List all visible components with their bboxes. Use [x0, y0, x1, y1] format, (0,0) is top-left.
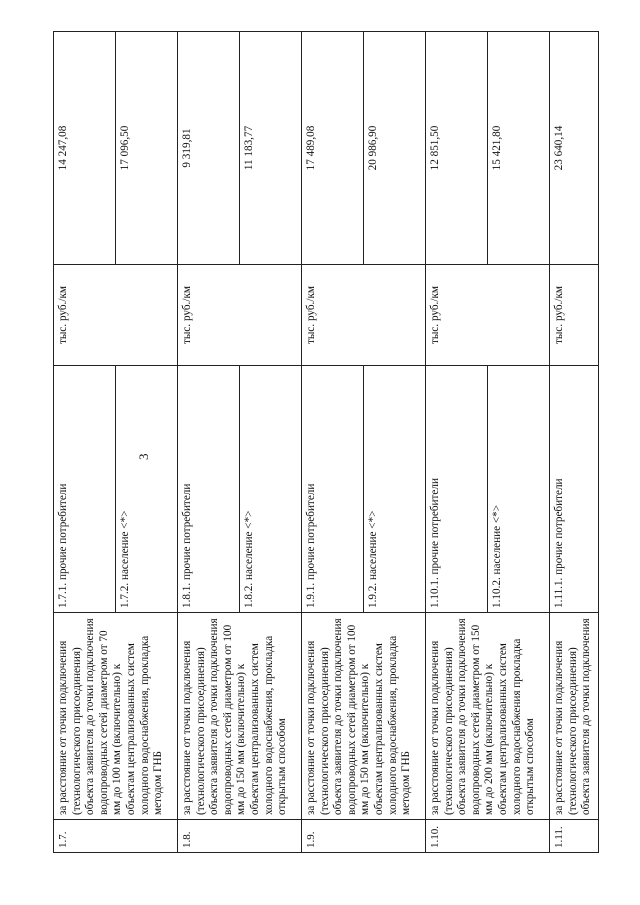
- row-description: за расстояние от точки подключения (технологического присоединения) объекта заявителя до точки подключения водопроводных сетей диаметром от 100 мм до 150 мм (включительно) к объектам централизованных систем холодного водоснабжения, прокладка открытым способом: [178, 613, 302, 820]
- consumer-category: 1.7.1. прочие потребители: [54, 366, 116, 613]
- tariff-value: 14 247,08: [54, 32, 116, 265]
- tariff-table: [53, 31, 599, 853]
- tariff-value: 20 986,90: [364, 32, 426, 265]
- consumer-category: 1.10.2. население <*>: [488, 366, 550, 613]
- tariff-value: 17 489,08: [302, 32, 364, 265]
- consumer-category: 1.9.1. прочие потребители: [302, 366, 364, 613]
- tariff-value: 23 640,14: [550, 32, 599, 265]
- consumer-category: 1.9.2. население <*>: [364, 366, 426, 613]
- row-number: 1.8.: [178, 820, 302, 853]
- consumer-category: 1.11.1. прочие потребители: [550, 366, 599, 613]
- consumer-category: 1.8.2. население <*>: [240, 366, 302, 613]
- table-row: [426, 32, 488, 853]
- row-description: за расстояние от точки подключения (технологического присоединения) объекта заявителя до точки подключения водопроводных сетей диаметром от 70 мм до 100 мм (включительно) к объектам централизованных систем холодного водоснабжения, прокладка методом ГНБ: [54, 613, 178, 820]
- row-description: за расстояние от точки подключения (технологического присоединения) объекта заявителя до точки подключения: [550, 613, 599, 820]
- tariff-value: 17 096,50: [116, 32, 178, 265]
- consumer-category: 1.7.2. население <*>: [116, 366, 178, 613]
- row-description: за расстояние от точки подключения (технологического присоединения) объекта заявителя до точки подключения водопроводных сетей диаметром от 150 мм до 200 мм (включительно) к объектам централизованных систем холодного водоснабжения прокладка открытым способом: [426, 613, 550, 820]
- tariff-value: 9 319,81: [178, 32, 240, 265]
- row-number: 1.9.: [302, 820, 426, 853]
- tariff-value: 15 421,80: [488, 32, 550, 265]
- unit-cell: тыс. руб./км: [426, 265, 550, 366]
- tariff-value: 11 183,77: [240, 32, 302, 265]
- row-number: 1.10.: [426, 820, 550, 853]
- consumer-category: 1.10.1. прочие потребители: [426, 366, 488, 613]
- page-number: 3: [136, 453, 151, 460]
- table-row: [302, 32, 364, 853]
- unit-cell: тыс. руб./км: [302, 265, 426, 366]
- table-row: [550, 32, 599, 853]
- row-number: 1.7.: [54, 820, 178, 853]
- unit-cell: тыс. руб./км: [54, 265, 178, 366]
- row-number: 1.11.: [550, 820, 599, 853]
- consumer-category: 1.8.1. прочие потребители: [178, 366, 240, 613]
- table-row: [178, 32, 240, 853]
- table-row: [54, 32, 116, 853]
- tariff-value: 12 851,50: [426, 32, 488, 265]
- unit-cell: тыс. руб./км: [178, 265, 302, 366]
- unit-cell: тыс. руб./км: [550, 265, 599, 366]
- row-description: за расстояние от точки подключения (технологического присоединения) объекта заявителя до точки подключения водопроводных сетей диаметром от 100 мм до 150 мм (включительно) к объектам централизованных систем холодного водоснабжения, прокладка методом ГНБ: [302, 613, 426, 820]
